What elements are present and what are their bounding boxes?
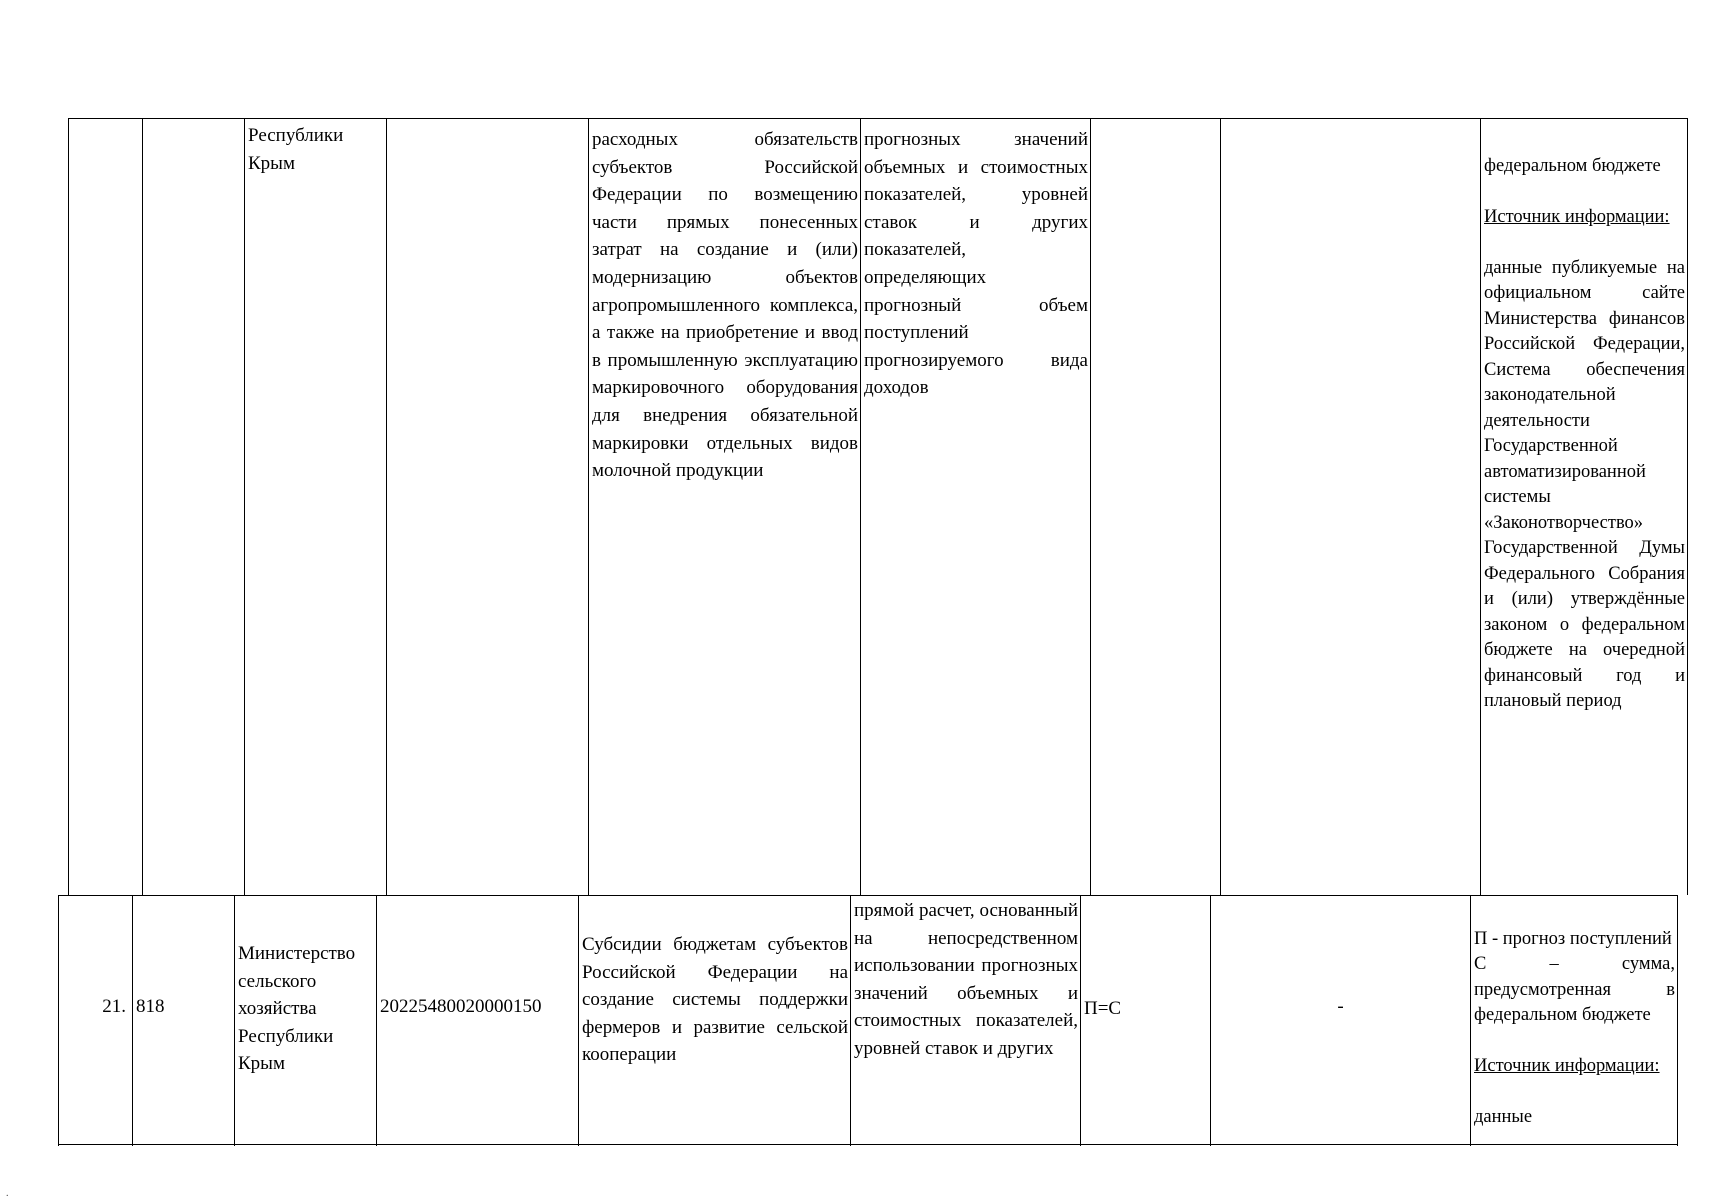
cell-formula: [1080, 895, 1210, 1146]
method-text: прямой расчет, основанный на непосредственном использовании прогнозных значений объемных и стоимостных показателей, уровней ставок и других: [854, 900, 1078, 1059]
source-body: данные: [1474, 1107, 1533, 1127]
cell-administrator: [244, 118, 386, 895]
cell-method: [860, 118, 1090, 895]
formula-text: П=С: [1084, 998, 1122, 1019]
cell-algorithm: [1210, 895, 1470, 1146]
description-top: П - прогноз поступлений С – сумма, предусмотренная в федеральном бюджете: [1474, 928, 1675, 1025]
table-row-continuation: [68, 118, 1688, 895]
cell-number: [58, 895, 132, 1146]
cell-method: [850, 895, 1080, 1146]
cell-code: [132, 895, 234, 1146]
method-text: прогнозных значений объемных и стоимостных показателей, уровней ставок и других показателей, определяющих прогнозный объем поступлений прогнозируемого вида доходов: [864, 129, 1088, 399]
scan-mark: .: [6, 1188, 9, 1199]
table-row-21: [58, 895, 1678, 1146]
cell-number: [68, 118, 142, 895]
cell-kbk: [376, 895, 578, 1146]
cell-code: [142, 118, 244, 895]
row-number: 21.: [102, 996, 126, 1017]
source-body: данные публикуемые на официальном сайте Министерства финансов Российской Федерации, Система обеспечения законодательной деятельности Государственной автоматизированной системы «Законотворчество» Государственной Думы Федерального Собрания и (или) утверждённые законом о федеральном бюджете на очередной финансовый год и плановый период: [1484, 257, 1685, 711]
cell-administrator: [234, 895, 376, 1146]
cell-description: [1470, 895, 1678, 1146]
income-name-text: расходных обязательств субъектов Российской Федерации по возмещению части прямых понесенных затрат на создание и (или) модернизацию объектов агропромышленного комплекса, а также на приобретение и ввод в промышленную эксплуатацию маркировочного оборудования для внедрения обязательной маркировки отдельных видов молочной продукции: [592, 129, 858, 482]
admin-code: 818: [136, 996, 165, 1017]
cell-formula: [1090, 118, 1220, 895]
cell-description: [1480, 118, 1688, 895]
income-name-text: Субсидии бюджетам субъектов Российской Федерации на создание системы поддержки фермеров и развитие сельской кооперации: [582, 934, 848, 1066]
cell-income-name: [588, 118, 860, 895]
cell-kbk: [386, 118, 588, 895]
administrator-text: Министерство сельского хозяйства Республики Крым: [238, 943, 356, 1075]
algorithm-text: -: [1337, 996, 1344, 1017]
description-top: федеральном бюджете: [1484, 155, 1661, 176]
source-label: Источник информации:: [1474, 1056, 1660, 1076]
cell-algorithm: [1220, 118, 1480, 895]
administrator-text: Республики Крым: [248, 125, 344, 174]
kbk-code: 20225480020000150: [380, 996, 542, 1017]
source-label: Источник информации:: [1484, 206, 1670, 227]
cell-income-name: [578, 895, 850, 1146]
